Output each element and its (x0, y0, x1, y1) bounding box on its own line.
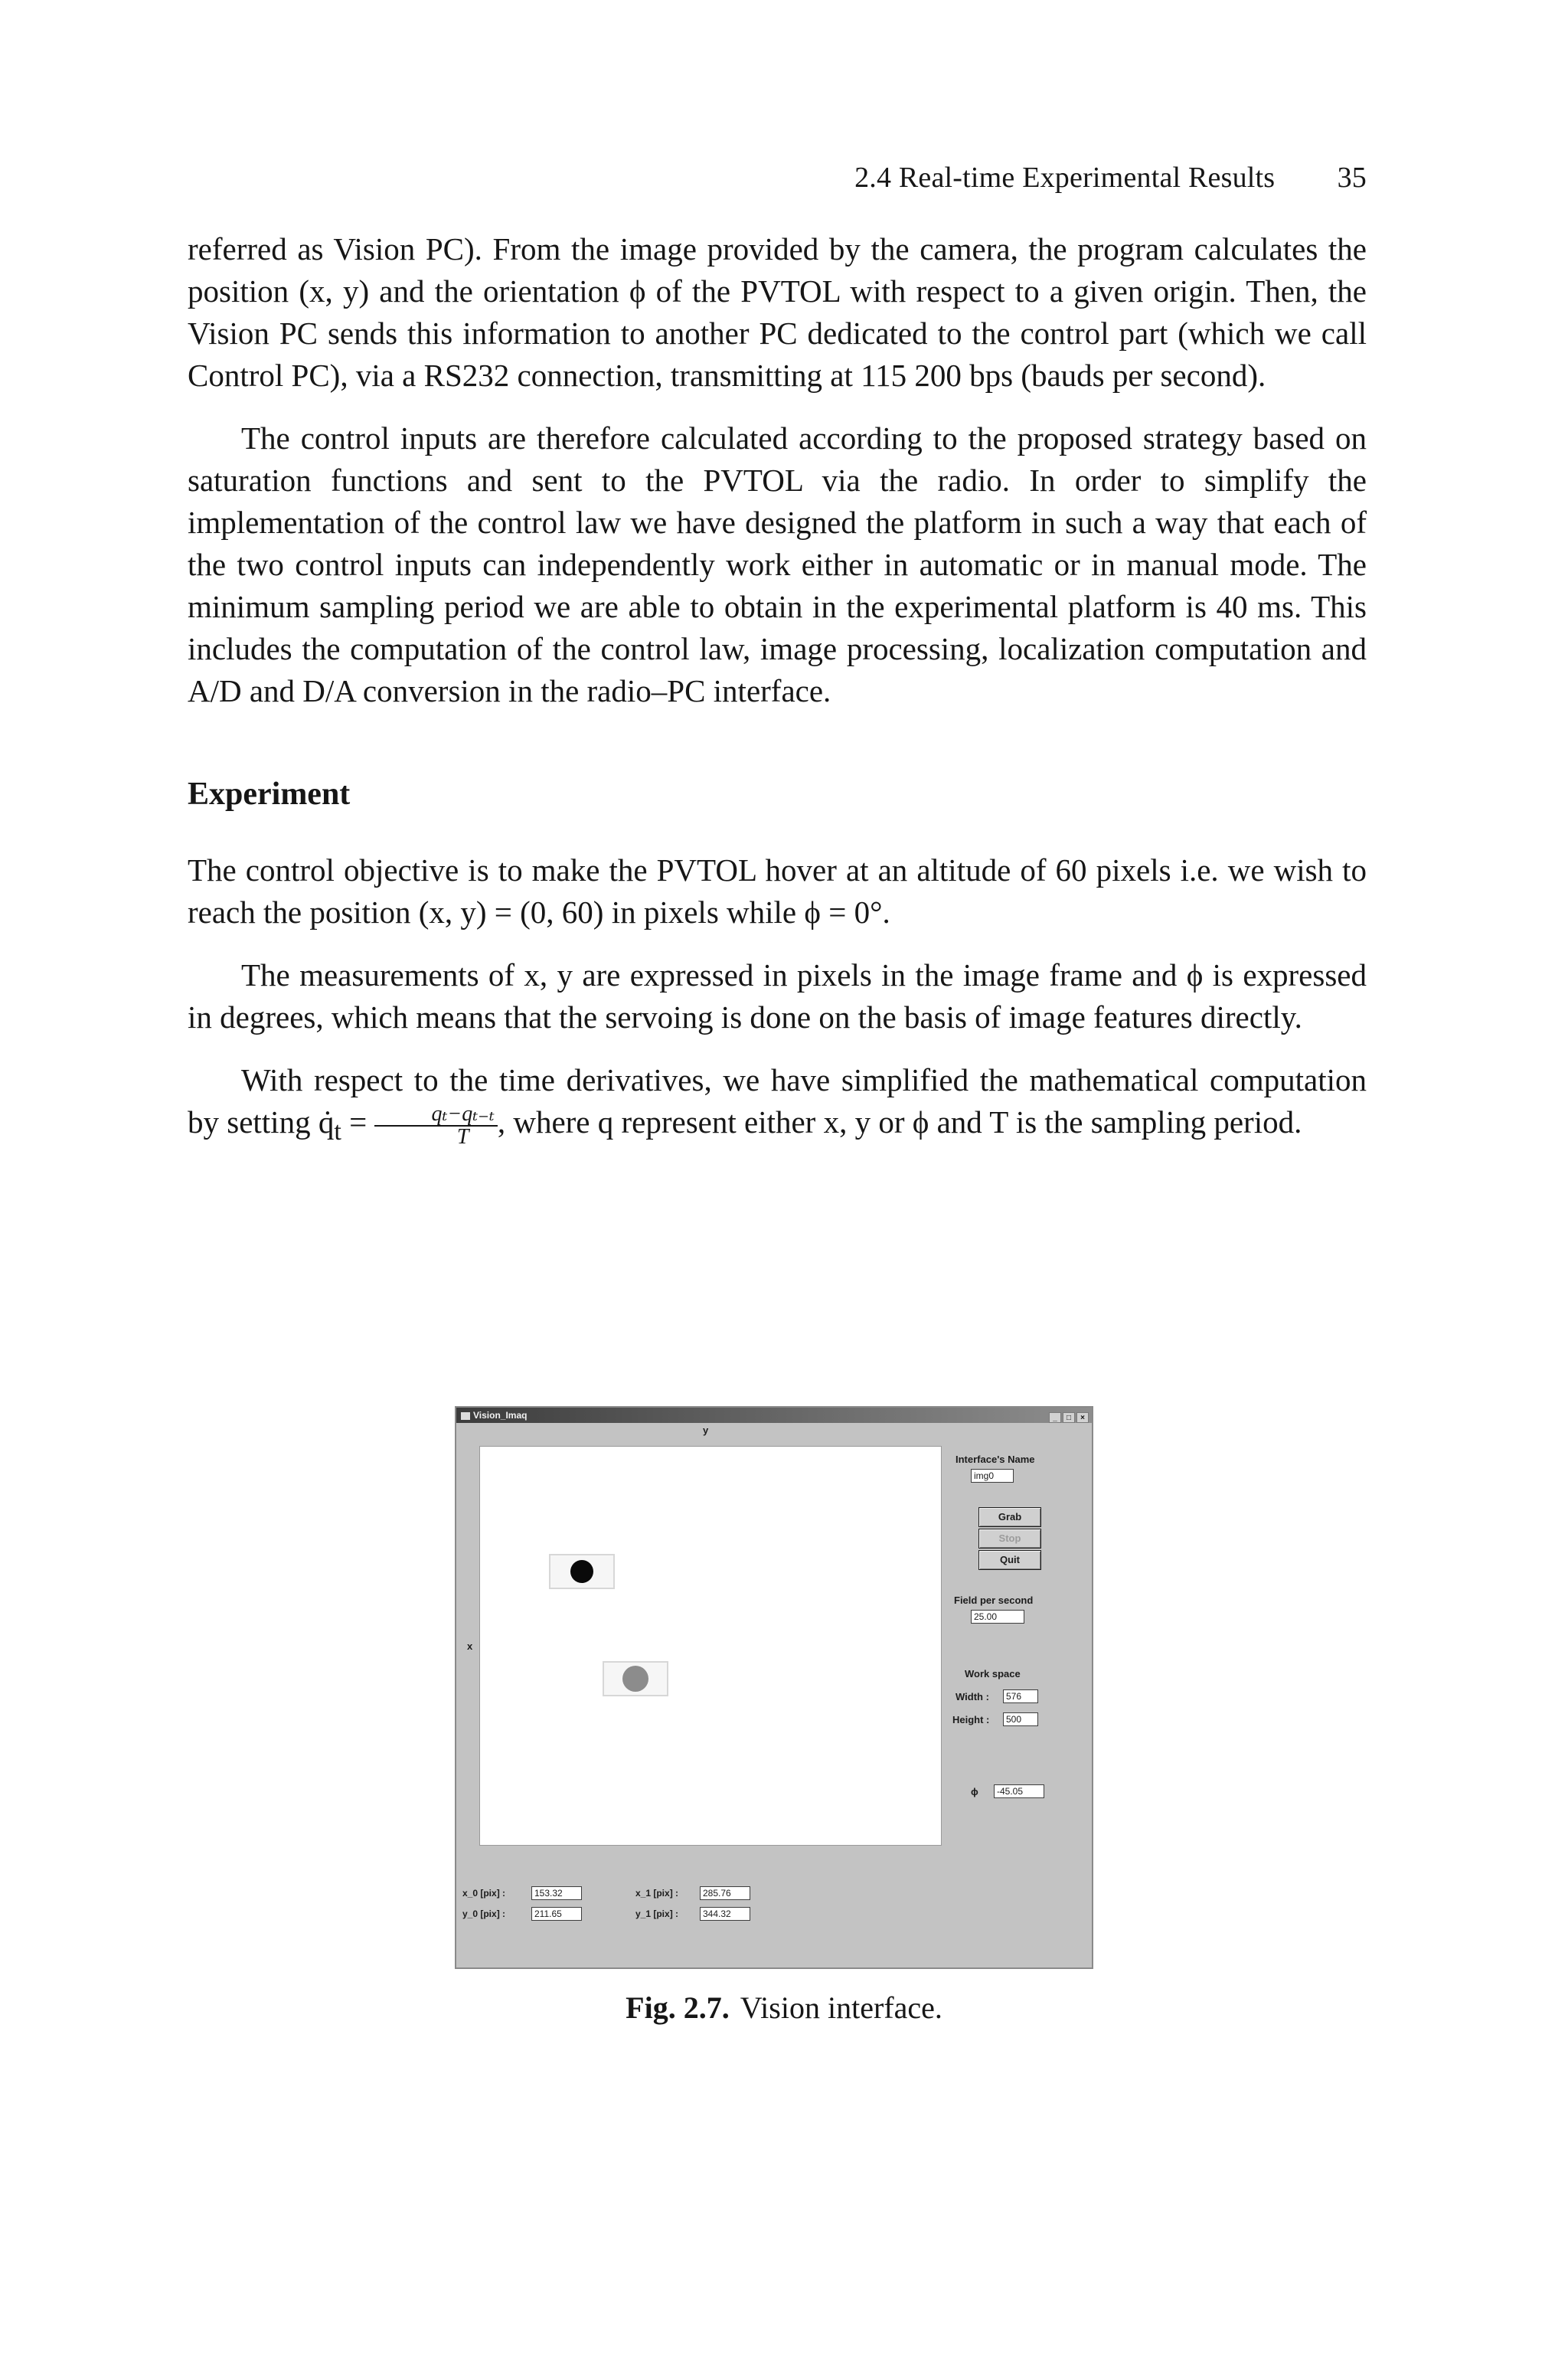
paragraph-measurements: The measurements of x, y are expressed in pixels in the image frame and ϕ is expressed in degrees, which means that the servoing is done on the basis of image features directly. (188, 957, 1367, 1035)
window-controls (1047, 1409, 1089, 1424)
derivative-text-1: With respect to the time derivatives, we have simplified the mathematical computation by setting q̇ (188, 1062, 1367, 1140)
workspace-label: Work space (965, 1668, 1021, 1680)
x1-field[interactable]: 285.76 (700, 1886, 750, 1900)
width-label: Width : (956, 1691, 989, 1702)
figure-caption (0, 1990, 1568, 2026)
maximize-icon[interactable]: □ (1063, 1412, 1075, 1423)
derivative-fraction (374, 1101, 497, 1149)
y1-label: y_1 [pix] : (635, 1908, 679, 1919)
marker-0 (570, 1560, 593, 1583)
grab-button[interactable]: Grab (978, 1507, 1041, 1527)
window-titlebar (456, 1408, 1092, 1423)
paragraph-time-derivatives (188, 1059, 1367, 1153)
figure-label: Fig. 2.7. (626, 1990, 730, 2025)
fraction-numerator: qₜ−qₜ₋ₜ (374, 1104, 497, 1127)
phi-field[interactable]: -45.05 (994, 1784, 1044, 1798)
quit-button[interactable]: Quit (978, 1550, 1041, 1570)
page-number: 35 (1337, 162, 1367, 194)
figure-caption-text: Vision interface. (740, 1990, 942, 2025)
paragraph-control-inputs: The control inputs are therefore calculated according to the proposed strategy based on saturation functions and sent to the PVTOL via the radio. In order to simplify the implementation of the control law we have designed the platform in such a way that each of the two control inputs can independently work either in automatic or in manual mode. The minimum sampling period we are able to obtain in the experimental platform is 40 ms. This includes the computation of the control law, image processing, localization computation and A/D and D/A conversion in the radio–PC interface. (188, 420, 1367, 708)
height-field[interactable]: 500 (1003, 1712, 1038, 1726)
interface-name-label: Interface's Name (956, 1454, 1035, 1465)
width-field[interactable]: 576 (1003, 1689, 1038, 1703)
axis-x-label: x (467, 1640, 473, 1652)
paragraph-vision-pc: referred as Vision PC). From the image provided by the camera, the program calculates the position (x, y) and the orientation ϕ of the PVTOL with respect to a given origin. Then, the Vision PC sends this information to another PC dedicated to the control part (which we call Control PC), via a RS232 connection, transmitting at 115 200 bps (bauds per second). (188, 231, 1367, 393)
close-icon[interactable]: × (1076, 1412, 1089, 1423)
interface-name-field[interactable]: img0 (971, 1469, 1014, 1483)
y1-field[interactable]: 344.32 (700, 1907, 750, 1921)
x0-field[interactable]: 153.32 (531, 1886, 582, 1900)
section-title: 2.4 Real-time Experimental Results (854, 162, 1276, 194)
x1-label: x_1 [pix] : (635, 1888, 679, 1899)
paragraph-control-objective: The control objective is to make the PVTOL hover at an altitude of 60 pixels i.e. we wish to reach the position (x, y) = (0, 60) in pixels while ϕ = 0°. (188, 852, 1367, 930)
app-icon (461, 1412, 470, 1420)
body-text (188, 228, 1367, 1173)
stop-button[interactable]: Stop (978, 1529, 1041, 1549)
camera-workspace (479, 1446, 942, 1846)
x0-label: x_0 [pix] : (462, 1888, 506, 1899)
fraction-denominator: T (456, 1124, 469, 1149)
derivative-equals: = (341, 1104, 375, 1140)
marker-1 (622, 1666, 648, 1692)
window-title: Vision_Imaq (473, 1410, 528, 1421)
fps-field[interactable]: 25.00 (971, 1610, 1024, 1624)
running-head (188, 161, 1367, 195)
tracking-box-1 (603, 1661, 668, 1696)
vision-interface-window (455, 1406, 1093, 1969)
tracking-box-0 (549, 1554, 615, 1589)
y0-field[interactable]: 211.65 (531, 1907, 582, 1921)
height-label: Height : (952, 1714, 990, 1725)
derivative-text-2: , where q represent either x, y or ϕ and T is the sampling period. (497, 1104, 1302, 1140)
fps-label: Field per second (954, 1594, 1034, 1606)
phi-label: ϕ (971, 1786, 978, 1797)
derivative-subscript: t (334, 1117, 341, 1146)
y0-label: y_0 [pix] : (462, 1908, 506, 1919)
minimize-icon[interactable]: _ (1049, 1412, 1061, 1423)
axis-y-label: y (703, 1424, 709, 1436)
section-heading-experiment: Experiment (188, 777, 351, 812)
